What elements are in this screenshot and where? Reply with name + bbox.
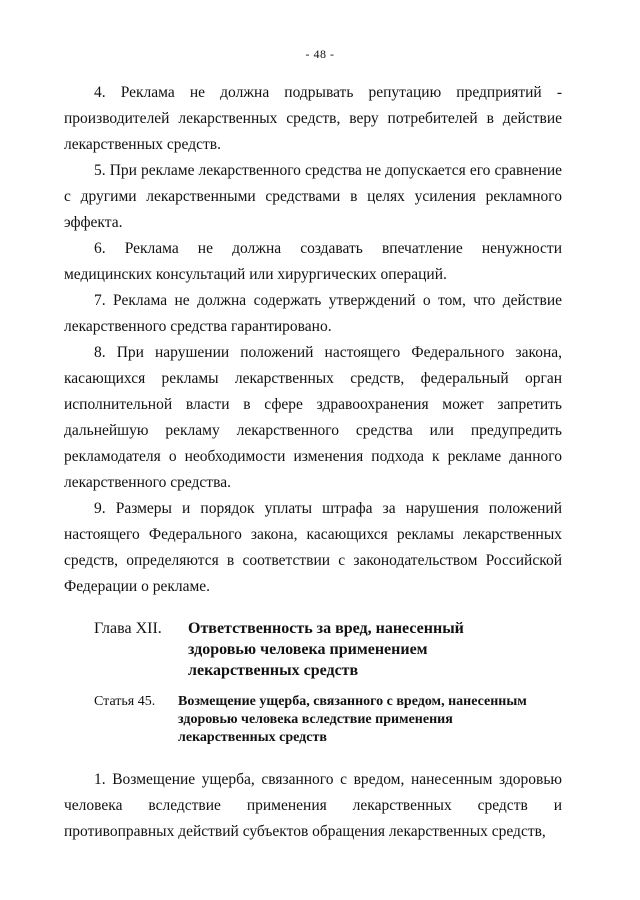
article-paragraph-1: 1. Возмещение ущерба, связанного с вредом, нанесенным здоровью человека вследствие применения лекарственных средств и противоправных действий субъектов обращения лекарственных средств, xyxy=(64,771,562,840)
chapter-title: Ответственность за вред, нанесенный здоровью человека применением лекарственных средств xyxy=(188,620,464,679)
paragraph-7: 7. Реклама не должна содержать утверждений о том, что действие лекарственного средства гарантировано. xyxy=(64,292,562,335)
paragraph-6: 6. Реклама не должна создавать впечатление ненужности медицинских консультаций или хирургических операций. xyxy=(64,240,562,283)
page-number: - 48 - xyxy=(305,47,335,61)
paragraph-9: 9. Размеры и порядок уплаты штрафа за нарушения положений настоящего Федерального закона, касающихся рекламы лекарственных средств, определяются в соответствии с законодательством Российской Федерации о рекламе. xyxy=(64,500,562,595)
chapter-heading xyxy=(64,618,562,681)
article-label: Статья 45. xyxy=(94,694,156,709)
paragraph-4: 4. Реклама не должна подрывать репутацию предприятий - производителей лекарственных средств, веру потребителей в действие лекарственных средств. xyxy=(64,84,562,153)
article-heading xyxy=(64,693,562,747)
advertising-paragraphs xyxy=(64,80,562,600)
chapter-label: Глава XII. xyxy=(94,620,162,637)
paragraph-8: 8. При нарушении положений настоящего Федерального закона, касающихся рекламы лекарственных средств, федеральный орган исполнительной власти в сфере здравоохранения может запретить дальнейшую рекламу лекарственного средства или предупредить рекламодателя о необходимости изменения подхода к рекламе данного лекарственного средства. xyxy=(64,344,562,491)
article-body xyxy=(64,767,562,845)
article-title: Возмещение ущерба, связанного с вредом, нанесенным здоровью человека вследствие применения лекарственных средств xyxy=(178,694,527,745)
paragraph-5: 5. При рекламе лекарственного средства не допускается его сравнение с другими лекарственными средствами в целях усиления рекламного эффекта. xyxy=(64,162,562,231)
